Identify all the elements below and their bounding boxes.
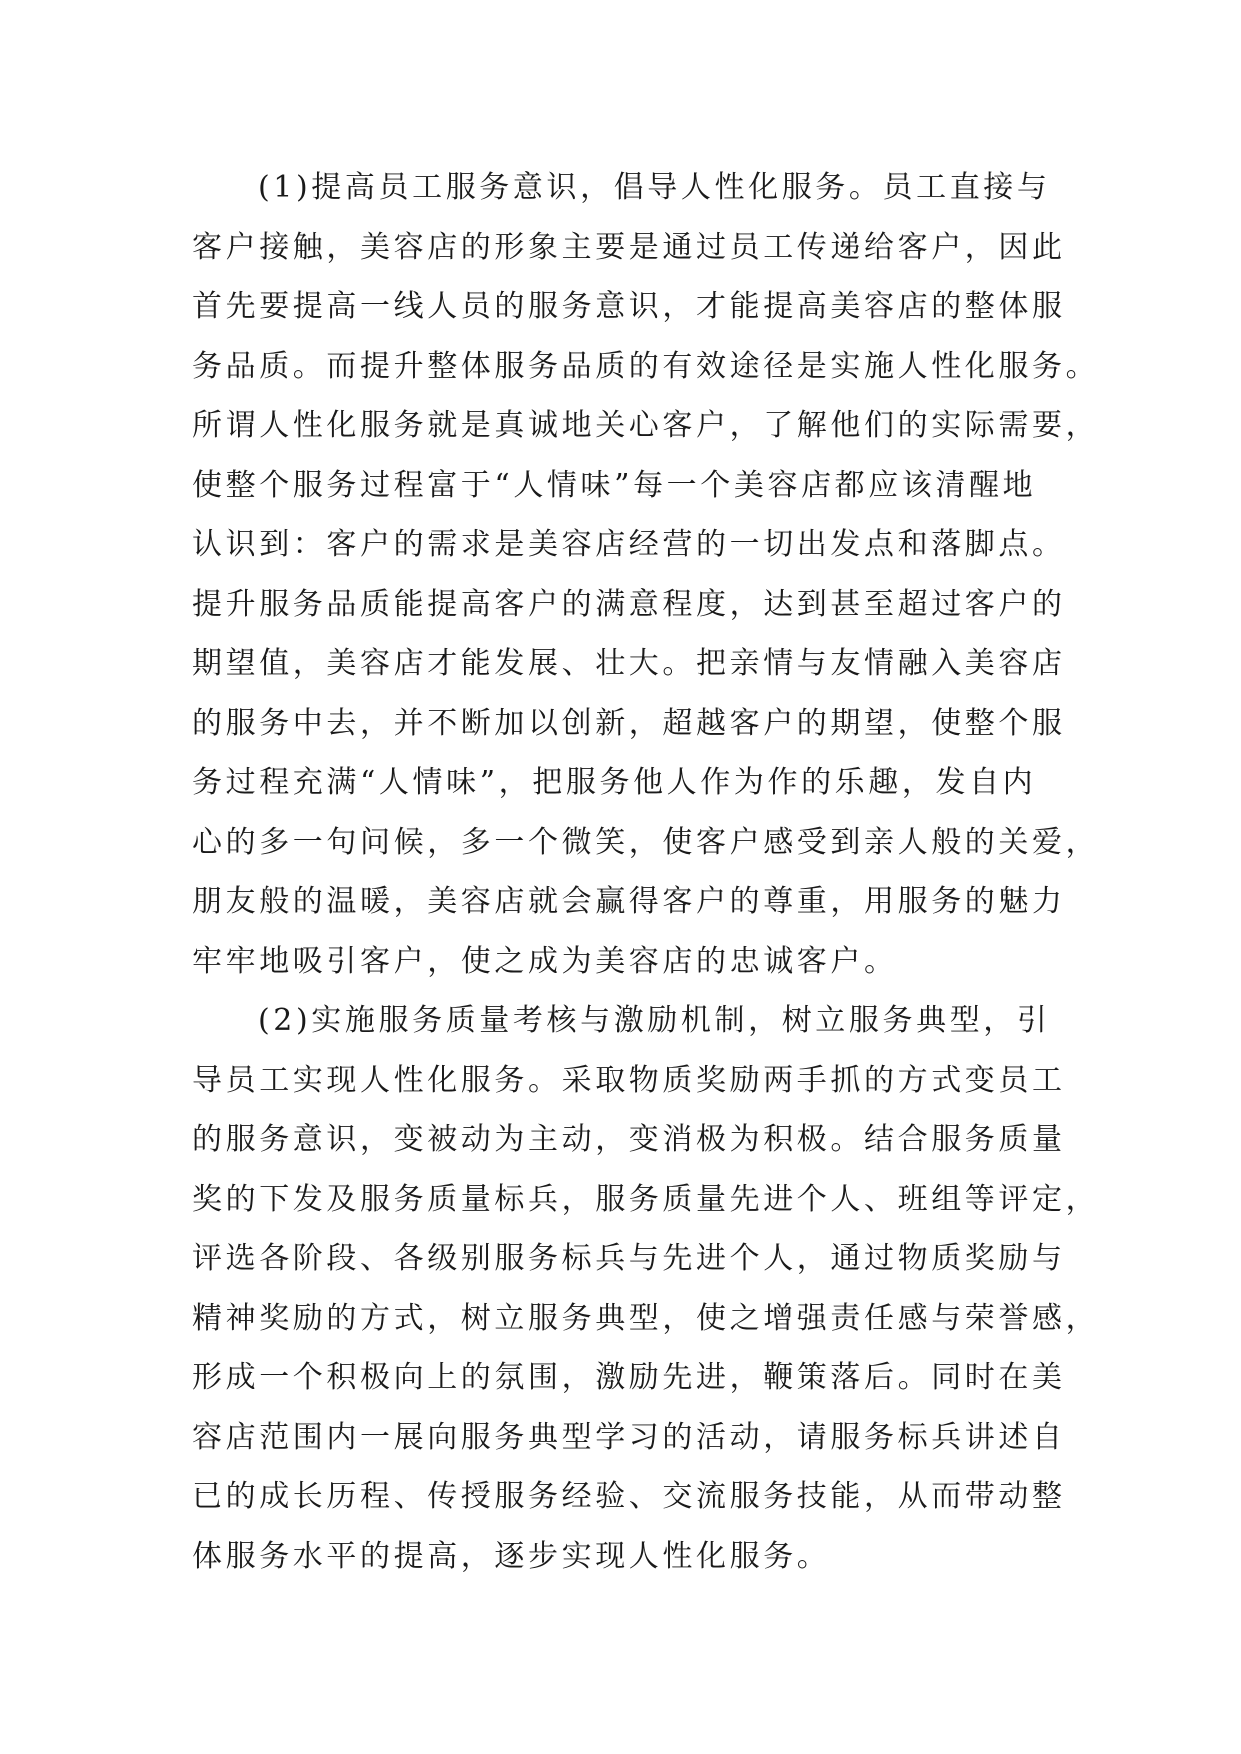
paragraph-line: 容店范围内一展向服务典型学习的活动，请服务标兵讲述自 [192, 1419, 1066, 1455]
paragraph-line: 朋友般的温暖，美容店就会赢得客户的尊重，用服务的魅力 [192, 884, 1066, 919]
paragraph-line: 使整个服务过程富于“人情味”每一个美容店都应该清醒地 [192, 467, 1037, 503]
paragraph-line: 奖的下发及服务质量标兵，服务质量先进个人、班组等评定， [192, 1181, 1100, 1217]
paragraph-line: 牢牢地吸引客户，使之成为美容店的忠诚客户。 [192, 943, 898, 979]
paragraph-line: 的服务意识，变被动为主动，变消极为积极。结合服务质量 [192, 1122, 1066, 1157]
paragraph-line: 形成一个积极向上的氛围，激励先进，鞭策落后。同时在美 [192, 1360, 1066, 1395]
paragraph-line: 所谓人性化服务就是真诚地关心客户，了解他们的实际需要， [192, 408, 1100, 443]
paragraph-line: 心的多一句问候，多一个微笑，使客户感受到亲人般的关爱， [192, 824, 1100, 860]
paragraph-line: 客户接触，美容店的形象主要是通过员工传递给客户，因此 [192, 229, 1066, 265]
paragraph-line: 的服务中去，并不断加以创新，超越客户的期望，使整个服 [192, 705, 1066, 741]
paragraph-line: 务品质。而提升整体服务品质的有效途径是实施人性化服务。 [192, 348, 1100, 384]
paragraph-line: 体服务水平的提高，逐步实现人性化服务。 [192, 1538, 831, 1574]
paragraph-line: 已的成长历程、传授服务经验、交流服务技能，从而带动整 [192, 1479, 1066, 1514]
paragraph-1 [192, 158, 1100, 991]
paragraph-line: 提升服务品质能提高客户的满意程度，达到甚至超过客户的 [192, 586, 1066, 622]
paragraph-2 [192, 991, 1100, 1586]
body-text [192, 158, 1100, 1586]
paragraph-line: 期望值，美容店才能发展、壮大。把亲情与友情融入美容店 [192, 646, 1066, 681]
paragraph-line: (1)提高员工服务意识，倡导人性化服务。员工直接与 [258, 170, 1051, 205]
paragraph-line: 导员工实现人性化服务。采取物质奖励两手抓的方式变员工 [192, 1062, 1066, 1098]
paragraph-line: 精神奖励的方式，树立服务典型，使之增强责任感与荣誉感， [192, 1300, 1100, 1336]
paragraph-line: (2)实施服务质量考核与激励机制，树立服务典型，引 [258, 1003, 1051, 1038]
paragraph-line: 认识到：客户的需求是美容店经营的一切出发点和落脚点。 [192, 527, 1066, 562]
paragraph-line: 务过程充满“人情味”，把服务他人作为作的乐趣，发自内 [192, 765, 1037, 800]
paragraph-line: 首先要提高一线人员的服务意识，才能提高美容店的整体服 [192, 289, 1066, 324]
paragraph-line: 评选各阶段、各级别服务标兵与先进个人，通过物质奖励与 [192, 1241, 1066, 1276]
